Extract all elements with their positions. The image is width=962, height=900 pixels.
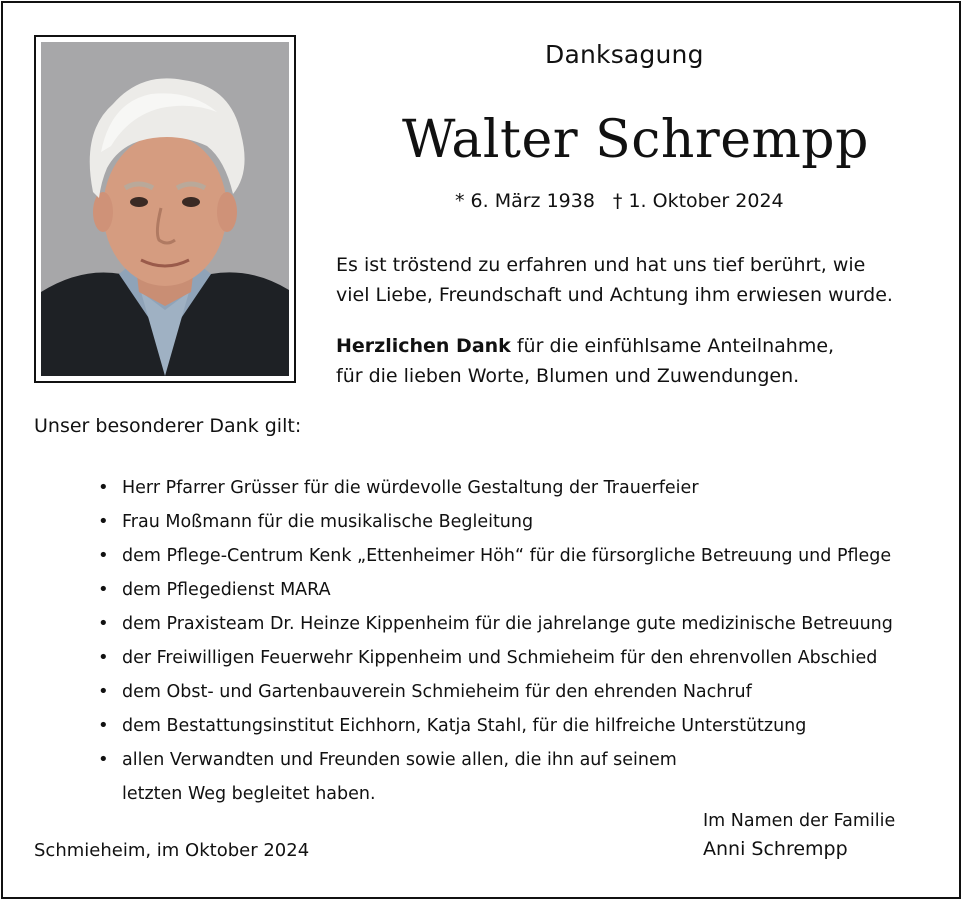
bullet-icon: •	[98, 681, 109, 702]
thanks-emphasis: Herzlichen Dank	[336, 335, 511, 357]
list-item-text: dem Pflege-Centrum Kenk „Ettenheimer Höh“ für die fürsorgliche Betreuung und Pflege	[122, 546, 892, 566]
life-dates	[455, 190, 784, 212]
condolence-paragraph	[336, 250, 893, 310]
bullet-icon: •	[98, 613, 109, 634]
list-item-text: dem Pflegedienst MARA	[122, 580, 331, 600]
death-date: † 1. Oktober 2024	[612, 190, 784, 212]
list-item	[92, 709, 893, 743]
thanks-list	[92, 471, 893, 811]
bullet-icon: •	[98, 749, 109, 770]
list-item-text: der Freiwilligen Feuerwehr Kippenheim und Schmieheim für den ehrenvollen Abschied	[122, 648, 878, 668]
list-item	[92, 607, 893, 641]
birth-date: * 6. März 1938	[455, 190, 595, 212]
list-item-text: Frau Moßmann für die musikalische Begleitung	[122, 512, 534, 532]
list-item-text: dem Praxisteam Dr. Heinze Kippenheim für die jahrelange gute medizinische Betreuung	[122, 614, 893, 634]
list-item	[92, 641, 893, 675]
list-item-text: Herr Pfarrer Grüsser für die würdevolle Gestaltung der Trauerfeier	[122, 478, 699, 498]
bullet-icon: •	[98, 647, 109, 668]
list-item	[92, 471, 893, 505]
bullet-icon: •	[98, 477, 109, 498]
thanks-paragraph	[336, 331, 834, 391]
deceased-name: Walter Schrempp	[402, 110, 869, 170]
list-item	[92, 743, 893, 777]
portrait-illustration	[41, 42, 289, 376]
paragraph-line: für die lieben Worte, Blumen und Zuwendungen.	[336, 365, 800, 387]
bullet-icon: •	[98, 545, 109, 566]
list-item-text: dem Bestattungsinstitut Eichhorn, Katja Stahl, für die hilfreiche Unterstützung	[122, 716, 807, 736]
list-item	[92, 539, 893, 573]
list-item-text: allen Verwandten und Freunden sowie allen, die ihn auf seinem	[122, 750, 677, 770]
paragraph-line: Es ist tröstend zu erfahren und hat uns tief berührt, wie	[336, 254, 866, 276]
place-date: Schmieheim, im Oktober 2024	[34, 840, 310, 861]
list-item	[92, 505, 893, 539]
thanks-intro: Unser besonderer Dank gilt:	[34, 415, 302, 437]
bullet-icon: •	[98, 511, 109, 532]
bullet-icon: •	[98, 715, 109, 736]
paragraph-line: viel Liebe, Freundschaft und Achtung ihm erwiesen wurde.	[336, 284, 893, 306]
bullet-icon: •	[98, 579, 109, 600]
paragraph-line	[336, 331, 834, 361]
signer-name: Anni Schrempp	[703, 838, 848, 860]
list-item-continuation: letzten Weg begleitet haben.	[122, 784, 376, 804]
portrait-frame	[34, 35, 296, 383]
portrait-photo	[41, 42, 289, 376]
heading-danksagung: Danksagung	[545, 40, 704, 69]
list-item	[92, 573, 893, 607]
list-item	[92, 675, 893, 709]
list-item-text: dem Obst- und Gartenbauverein Schmieheim für den ehrenden Nachruf	[122, 682, 752, 702]
on-behalf-label: Im Namen der Familie	[703, 811, 896, 831]
paragraph-text: für die einfühlsame Anteilnahme,	[510, 335, 835, 357]
